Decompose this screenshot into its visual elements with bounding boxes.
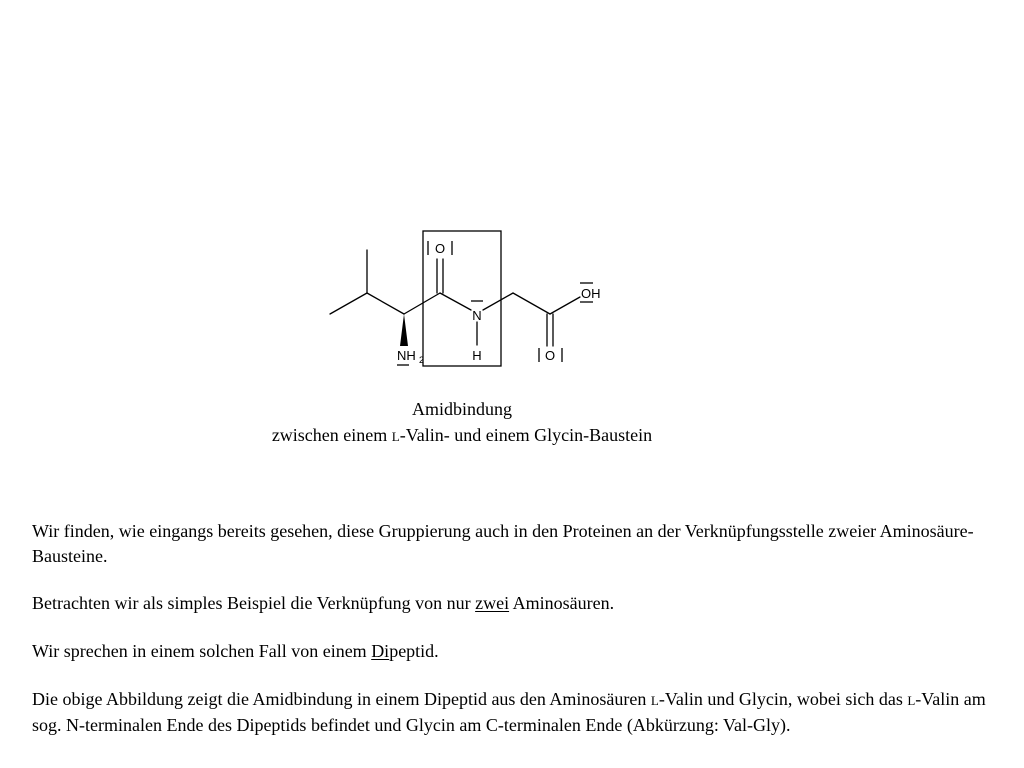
paragraph-dipeptide-underlined: Di: [371, 641, 390, 661]
paragraph-example-post: Aminosäuren.: [509, 593, 615, 613]
bond-methyl-left: [330, 293, 367, 314]
atom-nh2-subscript: 2: [419, 355, 425, 365]
paragraph-explanation: [32, 687, 1007, 738]
atom-nh2: NH: [397, 348, 416, 363]
atom-o-carbonyl-1: O: [434, 241, 446, 256]
atom-h-amide: H: [472, 348, 482, 363]
paragraph-explanation-l2: L: [907, 693, 916, 708]
paragraph-dipeptide: [32, 639, 1007, 664]
bond-c-n: [440, 293, 471, 310]
atom-o-carbonyl-2: O: [544, 348, 556, 363]
wedge-bond: [400, 314, 408, 346]
atom-oh-carboxyl: OH: [581, 286, 601, 301]
paragraph-explanation-b: -Valin und Glycin, wobei sich das: [658, 689, 908, 709]
paragraph-example: [32, 591, 1007, 616]
bond-cb-ca: [367, 293, 404, 314]
paragraph-dipeptide-post: peptid.: [389, 641, 439, 661]
paragraph-example-underlined: zwei: [475, 593, 510, 613]
caption-subtitle-pre: zwischen einem: [271, 425, 392, 445]
caption-l-prefix: L: [391, 429, 400, 444]
bond-ca-c: [404, 293, 440, 314]
paragraph-explanation-c: -Valin am sog. N-terminalen Ende des Dipeptids befindet und Glycin am C-terminalen Ende (Abkürzung: Val-Gly).: [32, 689, 986, 735]
bond-ch2-c: [513, 293, 550, 314]
bond-n-ch2: [483, 293, 513, 310]
bond-c-oh: [550, 297, 580, 314]
paragraph-dipeptide-pre: Wir sprechen in einem solchen Fall von einem: [32, 641, 372, 661]
caption-subtitle: [0, 422, 924, 450]
paragraph-explanation-a: Die obige Abbildung zeigt die Amidbindung in einem Dipeptid aus den Aminosäuren: [32, 689, 651, 709]
caption-title: Amidbindung: [411, 399, 512, 419]
paragraph-intro: Wir finden, wie eingangs bereits gesehen, diese Gruppierung auch in den Proteinen an der Verknüpfungsstelle zweier Aminosäure-Bausteine.: [32, 521, 974, 566]
paragraph-explanation-l1: L: [650, 693, 659, 708]
atom-n-amide: N: [472, 308, 482, 323]
caption-subtitle-post: -Valin- und einem Glycin-Baustein: [399, 425, 653, 445]
paragraph-example-pre: Betrachten wir als simples Beispiel die Verknüpfung von nur: [32, 593, 476, 613]
